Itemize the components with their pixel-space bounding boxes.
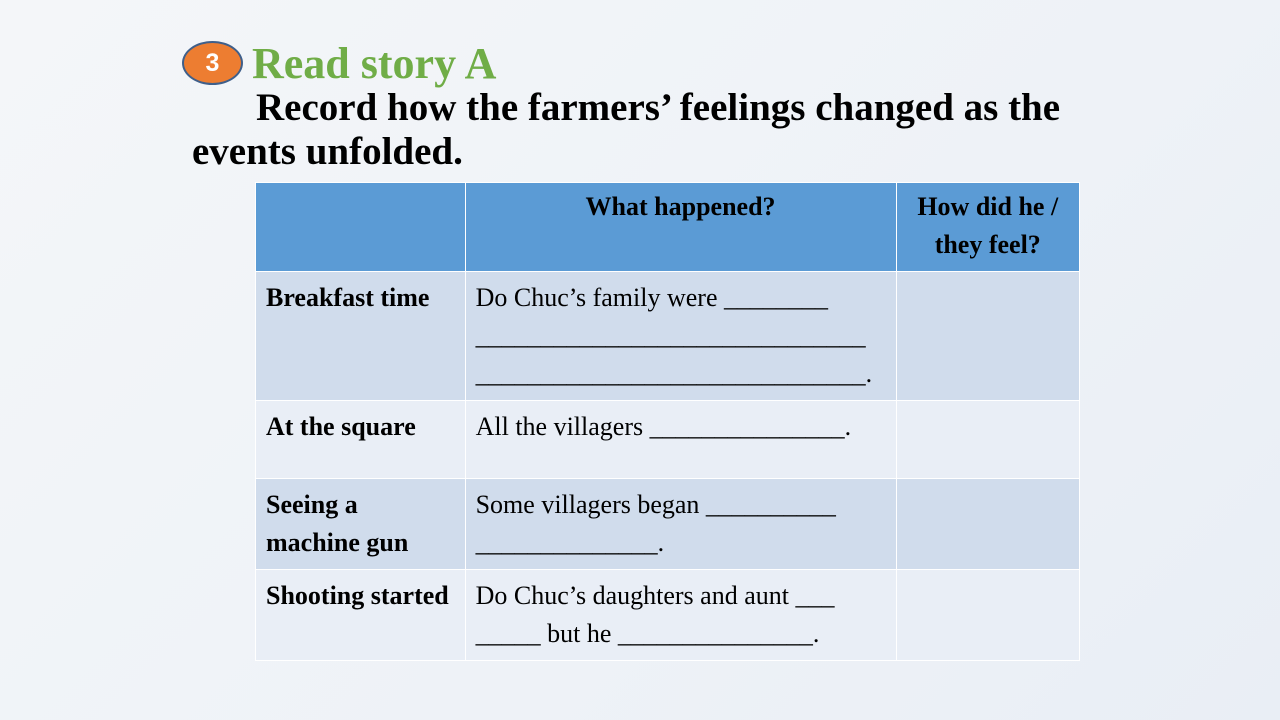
event-cell: Shooting started: [256, 570, 466, 661]
what-happened-line: Do Chuc’s family were ________: [475, 283, 828, 312]
what-happened-line: ______________________________.: [475, 359, 873, 388]
what-happened-line: ______________________________: [475, 321, 866, 350]
table-row: [256, 570, 1080, 661]
feeling-answer-cell[interactable]: [896, 570, 1079, 661]
table-row: [256, 479, 1080, 570]
instruction-text: Record how the farmers’ feelings changed as the events unfolded.: [192, 86, 1061, 173]
table-header-row: [256, 183, 1080, 272]
what-happened-line: Do Chuc’s daughters and aunt ___: [475, 581, 835, 610]
feeling-answer-cell[interactable]: [896, 272, 1079, 401]
event-cell: Seeing a machine gun: [256, 479, 466, 570]
what-happened-cell: [465, 272, 896, 401]
header-cell-event: [256, 183, 466, 272]
table-row: [256, 272, 1080, 401]
feeling-answer-cell[interactable]: [896, 401, 1079, 479]
page-title: Read story A: [252, 39, 497, 88]
story-events-table: [255, 182, 1080, 661]
event-cell: Breakfast time: [256, 272, 466, 401]
header-cell-what-happened: What happened?: [465, 183, 896, 272]
what-happened-cell: [465, 401, 896, 479]
event-cell: At the square: [256, 401, 466, 479]
table-row: [256, 401, 1080, 479]
header-cell-feeling: How did he / they feel?: [896, 183, 1079, 272]
what-happened-line: All the villagers _______________.: [475, 412, 852, 441]
what-happened-cell: [465, 570, 896, 661]
what-happened-line: ______________.: [475, 528, 665, 557]
what-happened-line: _____ but he _______________.: [475, 619, 820, 648]
feeling-answer-cell[interactable]: [896, 479, 1079, 570]
what-happened-cell: [465, 479, 896, 570]
step-number-badge: 3: [182, 41, 243, 85]
what-happened-line: Some villagers began __________: [475, 490, 836, 519]
